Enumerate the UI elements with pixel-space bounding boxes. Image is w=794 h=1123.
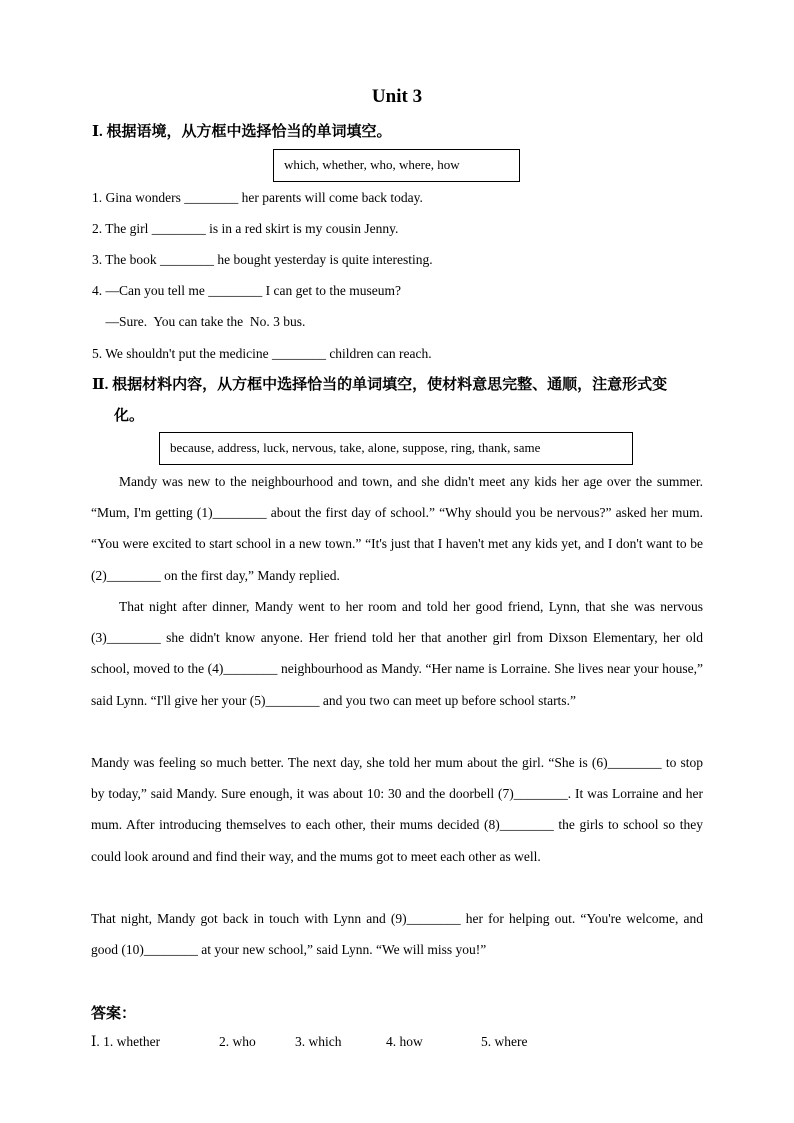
passage-paragraph-3: Mandy was feeling so much better. The next day, she told her mum about the girl. “She is (6)________ to stop by today,” said Mandy. Sure enough, it was about 10: 30 and the doorbell (7)________. It was Lorraine and her mum. After introducing themselves to each other, their mums decided (8)________ the girls to school so they could look around and find their way, and the mums got to meet each other as well. bbox=[91, 755, 703, 864]
section-2-heading-line1: Ⅱ. 根据材料内容，从方框中选择恰当的单词填空，使材料意思完整、通顺，注意形式变 bbox=[92, 377, 668, 393]
section-2-heading bbox=[92, 370, 712, 432]
question-5: 5. We shouldn't put the medicine ________ children can reach. bbox=[92, 346, 432, 361]
question-3: 3. The book ________ he bought yesterday is quite interesting. bbox=[92, 252, 433, 267]
answer-item: Ⅰ. 1. whether bbox=[91, 1034, 161, 1049]
answers-heading: 答案： bbox=[91, 1006, 137, 1022]
section-2-heading-line2: 化。 bbox=[114, 408, 145, 424]
passage-paragraph-2: That night after dinner, Mandy went to her room and told her good friend, Lynn, that she was nervous (3)________ she didn't know anyone. Her friend told her that another girl from Dixson Elementary, her old school, moved to the (4)________ neighbourhood as Mandy. “Her name is Lorraine. She lives near your house,” said Lynn. “I'll give her your (5)________ and you two can meet up before school starts.” bbox=[91, 599, 703, 708]
answers-row bbox=[91, 1034, 527, 1050]
question-2: 2. The girl ________ is in a red skirt is my cousin Jenny. bbox=[92, 221, 399, 236]
question-1: 1. Gina wonders ________ her parents will come back today. bbox=[92, 190, 423, 205]
passage-paragraph-4: That night, Mandy got back in touch with Lynn and (9)________ her for helping out. “You're welcome, and good (10)________ at your new school,” said Lynn. “We will miss you!” bbox=[91, 911, 703, 958]
word-box-1: which, whether, who, where, how bbox=[273, 149, 520, 182]
word-box-2: because, address, luck, nervous, take, alone, suppose, ring, thank, same bbox=[159, 432, 633, 465]
page-title: Unit 3 bbox=[371, 86, 423, 107]
answer-item: 4. how bbox=[386, 1034, 423, 1049]
answer-item: 3. which bbox=[295, 1034, 342, 1049]
answer-item: 2. who bbox=[219, 1034, 256, 1049]
section-1-heading: Ⅰ. 根据语境，从方框中选择恰当的单词填空。 bbox=[92, 124, 392, 140]
question-4: 4. —Can you tell me ________ I can get to the museum? bbox=[92, 283, 401, 298]
question-4-reply: —Sure. You can take the No. 3 bus. bbox=[92, 314, 306, 329]
answer-item: 5. where bbox=[481, 1034, 528, 1049]
passage-paragraph-1: Mandy was new to the neighbourhood and town, and she didn't meet any kids her age over the summer. “Mum, I'm getting (1)________ about the first day of school.” “Why should you be nervous?” asked her mum. “You were excited to start school in a new town.” “It's just that I haven't met any kids yet, and I don't want to be (2)________ on the first day,” Mandy replied. bbox=[91, 474, 703, 583]
